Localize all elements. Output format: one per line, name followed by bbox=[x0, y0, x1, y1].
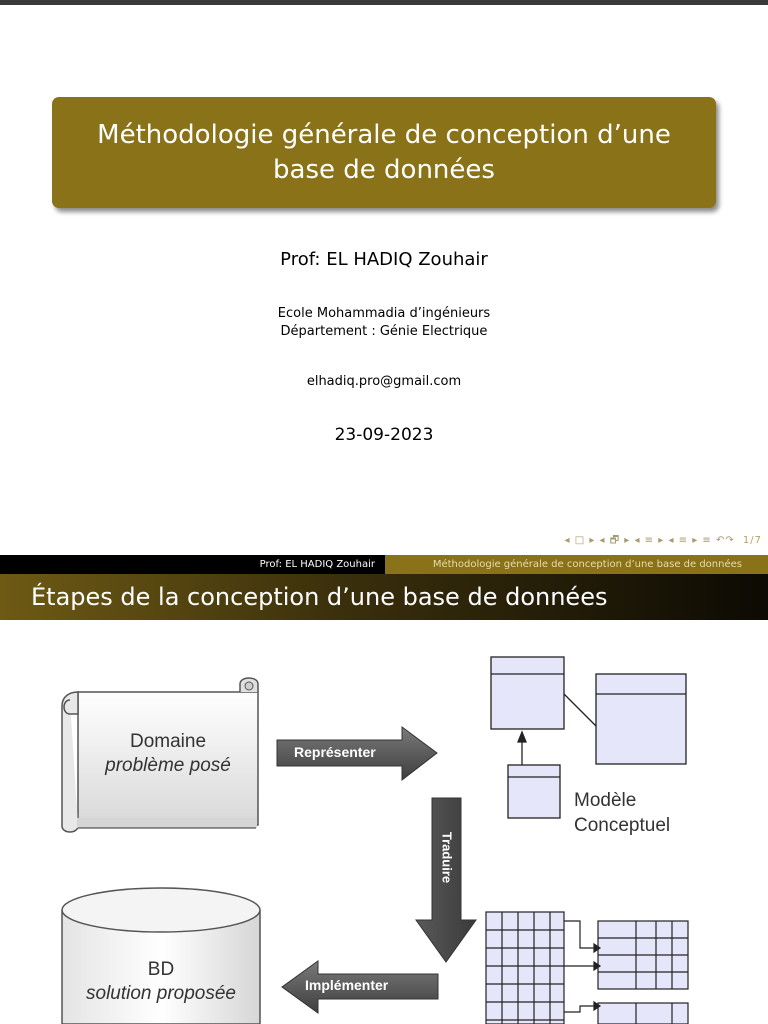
conception-diagram bbox=[0, 620, 768, 1024]
institution-block bbox=[0, 305, 768, 341]
model-text bbox=[574, 788, 670, 838]
problem-label: problème posé bbox=[105, 755, 231, 776]
bd-label: BD bbox=[147, 959, 175, 980]
domain-label: Domaine bbox=[129, 731, 207, 752]
represent-label: Représenter bbox=[294, 744, 376, 760]
author: Prof: EL HADIQ Zouhair bbox=[280, 249, 488, 270]
model-label: Modèle bbox=[574, 790, 637, 811]
implement-label: Implémenter bbox=[305, 977, 389, 993]
top-bar bbox=[0, 0, 768, 5]
slide-title-box bbox=[52, 97, 716, 208]
translate-label: Traduire bbox=[439, 831, 455, 884]
page-number: 1/7 bbox=[742, 535, 762, 546]
frame-title: Étapes de la conception d’une base de données bbox=[0, 574, 768, 620]
header-author: Prof: EL HADIQ Zouhair bbox=[0, 555, 385, 574]
header-title: Méthodologie générale de conception d’une base de données bbox=[385, 555, 768, 574]
department: Département : Génie Electrique bbox=[280, 324, 488, 339]
institution: Ecole Mohammadia d’ingénieurs bbox=[277, 306, 491, 321]
email: elhadiq.pro@gmail.com bbox=[306, 374, 462, 389]
date: 23-09-2023 bbox=[334, 425, 434, 445]
slide-header bbox=[0, 555, 768, 574]
relational-tables bbox=[486, 912, 688, 1024]
solution-label: solution proposée bbox=[86, 983, 236, 1004]
bd-text bbox=[62, 958, 260, 1006]
slide-title: Méthodologie générale de conception d’une base de données bbox=[97, 119, 671, 185]
navigation-icons[interactable]: ◂ □ ▸ ◂ 🗗 ▸ ◂ ≡ ▸ ◂ ≡ ▸ ≡ ↶↷ bbox=[564, 535, 735, 546]
conceptual-label: Conceptuel bbox=[574, 815, 671, 836]
beamer-navigation[interactable] bbox=[565, 533, 763, 550]
domain-text bbox=[82, 730, 254, 778]
